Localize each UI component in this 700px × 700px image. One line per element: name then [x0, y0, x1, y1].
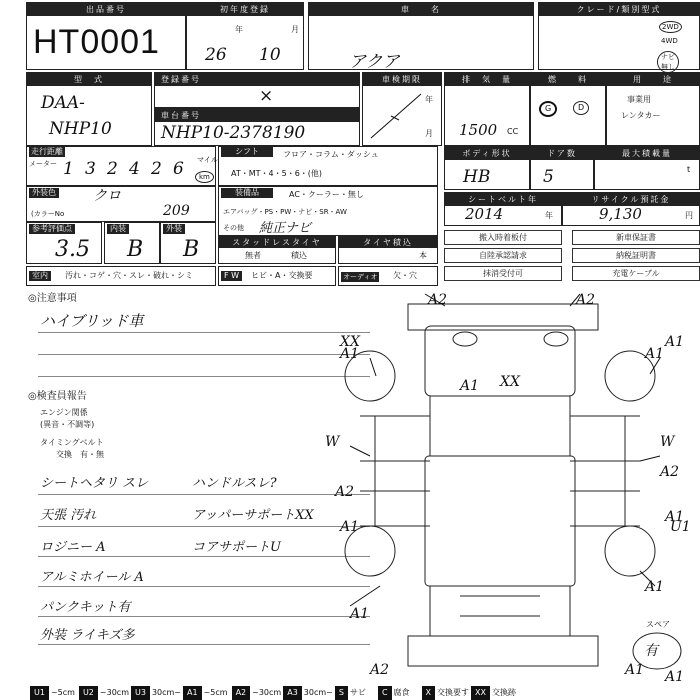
chassis-number: NHP10-2378190: [161, 123, 306, 143]
legend-value: サビ: [349, 688, 366, 697]
legend-value: 腐食: [393, 688, 410, 697]
audio-box: [338, 266, 438, 286]
damage-legend: [30, 686, 520, 700]
interior-cond-label: 室内: [29, 271, 51, 281]
remark-right: アッパーサポートXX: [192, 508, 314, 523]
meter-label: メーター: [29, 160, 57, 168]
studless-label: スタッドレスタイヤ: [219, 237, 335, 248]
car-name: アクア: [349, 52, 400, 72]
vehicle-damage-diagram: [325, 286, 700, 686]
doc-item: 納税証明書: [572, 248, 700, 263]
exterior-grade-box: [160, 222, 216, 264]
studless-box: [218, 236, 336, 264]
equipment-box: [218, 186, 438, 236]
legend-key: U2: [79, 686, 98, 700]
remark-left: 天張 汚れ: [40, 508, 97, 523]
model-line2: NHP10: [49, 119, 112, 139]
mileage-unit: km: [195, 171, 214, 183]
fw-values: ヒビ・A・交換要: [251, 271, 313, 280]
mileage-digit: 2: [107, 159, 118, 179]
mileage-digits: [63, 159, 195, 179]
remark-left: パンクキット有: [40, 600, 131, 615]
drive-2wd: 2WD: [659, 21, 682, 33]
reg-no-value: ×: [259, 86, 274, 106]
car-outline: [360, 304, 640, 666]
lot-number: HT0001: [33, 23, 160, 61]
timing-label: タイミングベルト: [40, 438, 104, 447]
car-name-box: [308, 2, 534, 70]
remark-left: シートヘタリ スレ: [40, 476, 149, 491]
seatbelt-box: [444, 192, 562, 226]
nav-none: ナビ 無し: [657, 51, 679, 73]
mileage-label: 走行距離: [31, 147, 63, 156]
damage-mark: A2: [660, 464, 680, 480]
capacity-box: [594, 146, 700, 190]
legend-value: ~30cm: [252, 688, 282, 697]
legend-value: 30cm~: [151, 688, 182, 697]
fw-label: F W: [221, 271, 242, 281]
exterior-label: 外装: [163, 224, 185, 234]
damage-mark: A1: [665, 509, 685, 525]
damage-mark: A1: [340, 346, 360, 362]
legend-value: 30cm~: [303, 688, 333, 697]
reg-year: 26: [205, 45, 227, 65]
interior-condition-box: [26, 266, 216, 286]
timing-values: 交換 有・無: [56, 450, 104, 459]
legend-value: ~5cm: [50, 688, 75, 697]
notes-text: ハイブリッド車: [40, 312, 144, 330]
legend-value: ~5cm: [203, 688, 228, 697]
model-label: 型 式: [27, 73, 151, 86]
doors-label: ドア数: [531, 147, 593, 160]
recycle-label: リサイクル預託金: [563, 193, 699, 206]
legend-key: A1: [183, 686, 202, 700]
legend-key: X: [422, 686, 435, 700]
tire-label: タイヤ積込: [339, 237, 437, 248]
document-items: [444, 230, 700, 284]
inspector-title: ◎検査員報告: [28, 391, 87, 402]
chassis-box: [154, 108, 360, 146]
audio-values: 欠・穴: [393, 271, 417, 280]
score-box: [26, 222, 102, 264]
notes-line: [38, 376, 370, 377]
car-name-label: 車 名: [309, 3, 533, 16]
capacity-unit: t: [687, 165, 691, 174]
chassis-label: 車台番号: [155, 109, 359, 122]
seatbelt-label: シートベルト年: [445, 193, 561, 206]
drive-4wd: 4WD: [661, 37, 678, 45]
damage-mark: A2: [370, 662, 390, 678]
grade-box: [538, 2, 700, 70]
spare-label: スペア: [646, 620, 670, 629]
body-style-label: ボディ形状: [445, 147, 529, 160]
tire-unit: 本: [419, 251, 427, 260]
doc-item: 自陸承認請求: [444, 248, 562, 263]
remark-right: ハンドルスレ?: [192, 476, 277, 491]
legend-key: C: [378, 686, 392, 700]
remark-line: [38, 586, 370, 587]
tire-box: [338, 236, 438, 264]
color-label: 外装色: [29, 188, 59, 198]
remark-line: [38, 526, 370, 527]
recycle-unit: 円: [685, 211, 693, 220]
doc-item: 搬入時着板付: [444, 230, 562, 245]
displacement-box: [444, 72, 530, 146]
legend-key: XX: [471, 686, 490, 700]
damage-mark: A1: [665, 334, 685, 350]
mileage-digit: 6: [173, 159, 184, 179]
legend-key: U1: [30, 686, 49, 700]
engine-label: エンジン関係: [40, 408, 88, 417]
recycle-amount: 9,130: [599, 205, 642, 223]
insp-year-unit: 年: [425, 95, 433, 104]
damage-mark: U1: [670, 519, 691, 535]
color-no-label: (カラーNo: [31, 210, 65, 218]
damage-mark: XX: [340, 334, 360, 350]
capacity-label: 最大積載量: [595, 147, 699, 160]
first-reg-label: 初年度登録: [187, 3, 303, 16]
damage-mark: A1: [350, 606, 370, 622]
use-business: 事業用: [627, 95, 651, 104]
fuel-box: [530, 72, 606, 146]
studless-no: 積込: [291, 251, 307, 260]
mileage-digit: 1: [63, 159, 74, 179]
damage-mark: XX: [500, 374, 520, 390]
notes-title: ◎注意事項: [28, 293, 77, 304]
damage-mark: W: [325, 434, 340, 450]
mileage-box: [26, 146, 216, 186]
remark-right: コアサポートU: [192, 540, 281, 555]
damage-mark: A1: [645, 579, 665, 595]
legend-key: A3: [283, 686, 302, 700]
damage-mark: W: [660, 434, 675, 450]
model-line1: DAA-: [41, 93, 85, 113]
shift-box: [218, 146, 438, 186]
doors-box: [530, 146, 594, 190]
damage-mark: A1: [665, 669, 685, 685]
doc-item: 抹消受付可: [444, 266, 562, 281]
recycle-box: [562, 192, 700, 226]
remark-left: ロジニー A: [40, 540, 106, 555]
shift-options: フロア・コラム・ダッシュ: [283, 150, 379, 159]
shift-types: AT・MT・4・5・6・(他): [231, 169, 323, 178]
use-rental: レンタカー: [621, 111, 661, 120]
displacement-unit: CC: [507, 127, 519, 136]
legend-value: 交換跡: [491, 688, 516, 697]
reg-month: 10: [259, 45, 281, 65]
displacement-label: 排 気 量: [445, 73, 529, 86]
color-no: 209: [163, 203, 190, 219]
notes-line: [38, 354, 370, 355]
doc-item: 充電ケーブル: [572, 266, 700, 281]
mile-label: マイル: [197, 156, 218, 164]
spare-value: 有: [644, 643, 658, 659]
seatbelt-year: 2014: [465, 205, 504, 223]
damage-mark: A1: [625, 662, 645, 678]
studless-yes: 無者: [245, 251, 261, 260]
body-style: HB: [463, 167, 491, 187]
remark-line: [38, 616, 370, 617]
wheel-rear-right: [605, 526, 655, 576]
damage-mark: A1: [340, 519, 360, 535]
color-box: [26, 186, 216, 222]
fuel-g: G: [539, 101, 557, 117]
equip-row2: エアバッグ・PS・PW・ナビ・SR・AW: [223, 208, 347, 216]
model-box: [26, 72, 152, 146]
interior-label: 内装: [107, 224, 129, 234]
color-value: クロ: [93, 188, 121, 204]
mileage-digit: 2: [151, 159, 162, 179]
displacement: 1500: [459, 121, 498, 139]
use-box: [606, 72, 700, 146]
lot-number-label: 出品番号: [27, 3, 185, 16]
equipment-label: 装備品: [221, 188, 273, 198]
interior-grade-box: [104, 222, 160, 264]
interior-cond: 汚れ・コゲ・穴・スレ・破れ・シミ: [65, 271, 193, 280]
audio-label: オーディオ: [343, 273, 378, 281]
registration-box: [154, 72, 360, 108]
remark-left: 外装 ライキズ多: [40, 628, 135, 643]
inspection-box: [362, 72, 442, 146]
equip-other: 純正ナビ: [259, 221, 312, 236]
equip-row1: AC・クーラー・無し: [289, 190, 364, 199]
lot-number-box: [26, 2, 186, 70]
interior-grade: B: [127, 237, 144, 262]
first-registration-box: [186, 2, 304, 70]
damage-mark: A2: [335, 484, 355, 500]
legend-value: 交換要す: [437, 688, 470, 697]
damage-mark: A2: [428, 292, 448, 308]
reg-month-unit: 月: [291, 25, 299, 34]
remark-line: [38, 644, 370, 645]
score: 3.5: [55, 237, 90, 262]
legend-value: ~30cm: [99, 688, 129, 697]
inspection-slash: [363, 86, 443, 146]
use-label: 用 途: [607, 73, 699, 86]
damage-mark: A1: [645, 346, 665, 362]
engine-sub: (異音・不調等): [40, 420, 95, 429]
doors: 5: [543, 167, 554, 187]
damage-mark: A1: [460, 378, 480, 394]
damage-mark: A2: [576, 292, 596, 308]
notes-line: [38, 332, 370, 333]
fuel-label: 燃 料: [531, 73, 605, 86]
mileage-digit: 3: [85, 159, 96, 179]
reg-no-label: 登録番号: [155, 73, 359, 86]
legend-key: U3: [131, 686, 150, 700]
legend-key: S: [335, 686, 348, 700]
equip-other-label: その他: [223, 224, 244, 232]
exterior-grade: B: [183, 237, 200, 262]
remark-line: [38, 556, 370, 557]
insp-month-unit: 月: [425, 129, 433, 138]
legend-key: A2: [232, 686, 251, 700]
doc-item: 新車保証書: [572, 230, 700, 245]
seatbelt-unit: 年: [545, 211, 553, 220]
grade-label: クレード/類別型式: [539, 3, 699, 16]
mileage-digit: 4: [129, 159, 140, 179]
remark-left: アルミホイール A: [40, 570, 144, 585]
inspection-label: 車検期限: [363, 73, 441, 86]
reg-year-unit: 年: [235, 25, 243, 34]
body-style-box: [444, 146, 530, 190]
score-label: 参考評価点: [29, 224, 75, 234]
fuel-d: D: [573, 101, 589, 115]
fw-box: [218, 266, 336, 286]
shift-label: シフト: [221, 147, 273, 157]
remark-line: [38, 494, 370, 495]
